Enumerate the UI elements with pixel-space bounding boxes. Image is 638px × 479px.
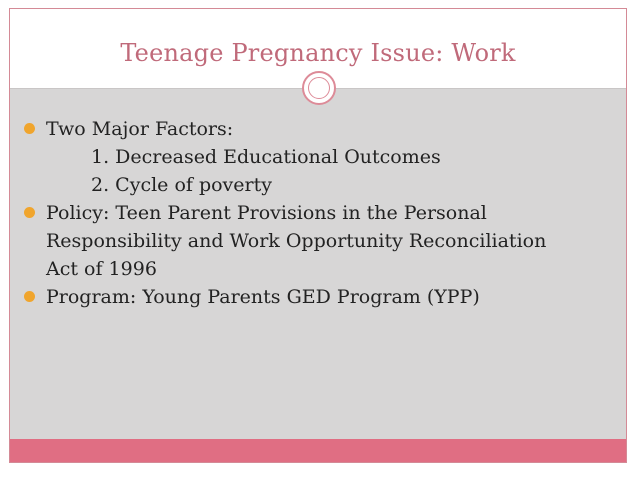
bullet-text-line: Policy: Teen Parent Provisions in the Personal <box>46 202 487 224</box>
bullet-text: Two Major Factors: <box>46 118 234 140</box>
bullet-dot-icon <box>24 291 35 302</box>
bullet-text-line: Act of 1996 <box>46 258 157 280</box>
slide-title: Teenage Pregnancy Issue: Work <box>120 39 516 67</box>
bullet-item <box>24 115 620 143</box>
bullet-item <box>24 199 620 283</box>
bullet-dot-icon <box>24 207 35 218</box>
sub-item: 1. Decreased Educational Outcomes <box>91 146 441 168</box>
bullet-text: Program: Young Parents GED Program (YPP) <box>46 286 480 308</box>
bullet-item <box>24 283 620 311</box>
bullet-text-line: Responsibility and Work Opportunity Reconciliation <box>46 230 547 252</box>
bullet-dot-icon <box>24 123 35 134</box>
sub-item: 2. Cycle of poverty <box>91 174 272 196</box>
bullet-list <box>24 115 620 311</box>
